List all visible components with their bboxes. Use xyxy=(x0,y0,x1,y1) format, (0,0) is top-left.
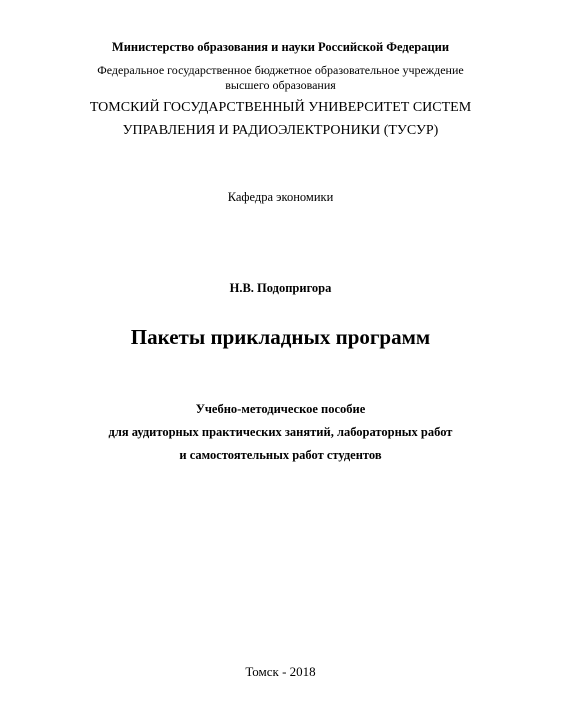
university-name-line-2: УПРАВЛЕНИЯ И РАДИОЭЛЕКТРОНИКИ (ТУСУР) xyxy=(122,123,439,138)
subtitle-line-2: для аудиторных практических занятий, лабораторных работ xyxy=(108,425,453,439)
university-name-line-1: ТОМСКИЙ ГОСУДАРСТВЕННЫЙ УНИВЕРСИТЕТ СИСТЕМ xyxy=(89,100,472,115)
document-title: Пакеты прикладных программ xyxy=(130,325,431,349)
department-name: Кафедра экономики xyxy=(227,190,334,204)
subtitle-line-1: Учебно-методическое пособие xyxy=(195,402,366,416)
city-year: Томск - 2018 xyxy=(245,664,316,679)
ministry-name: Министерство образования и науки Российской Федерации xyxy=(111,40,450,54)
author-name: Н.В. Подопригора xyxy=(229,281,332,295)
institution-type-line-1: Федеральное государственное бюджетное образовательное учреждение xyxy=(97,63,464,77)
subtitle-line-3: и самостоятельных работ студентов xyxy=(179,448,382,462)
institution-type-line-2: высшего образования xyxy=(225,78,336,92)
